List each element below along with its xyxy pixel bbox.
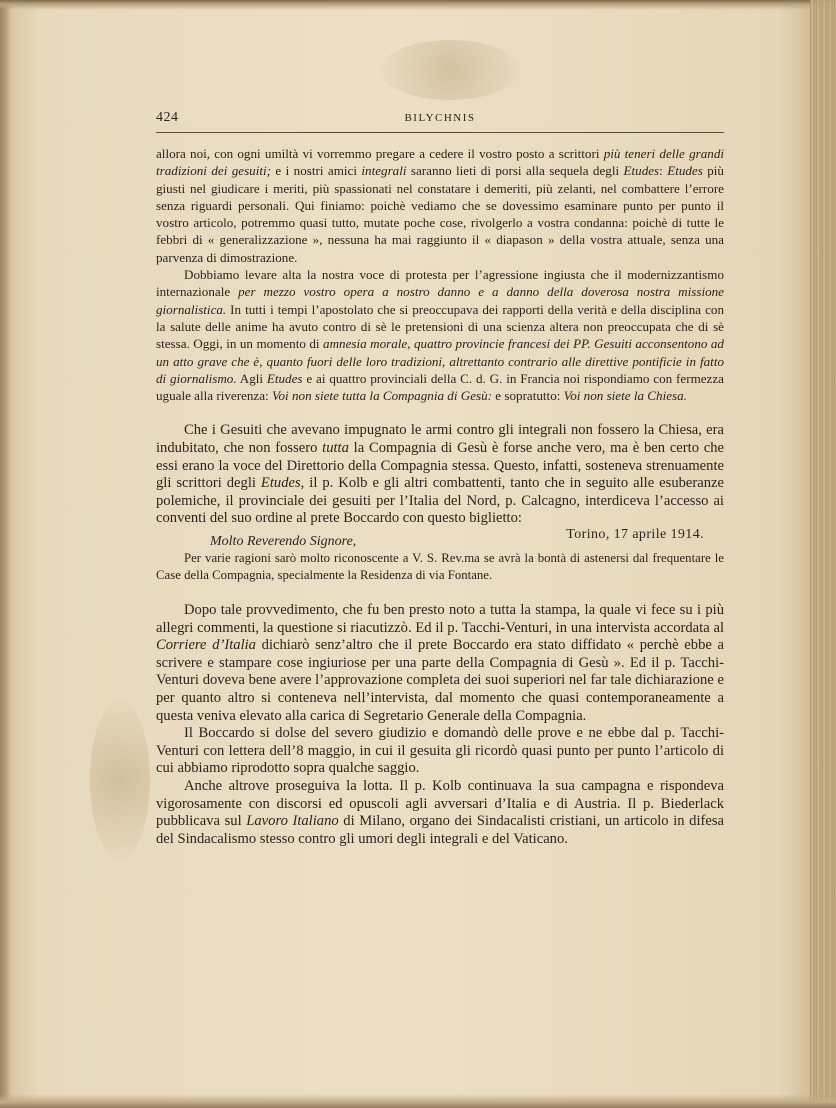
italic-text: integrali xyxy=(361,163,407,179)
text-run: la Compagnia di Gesù è forse anche vero, ma è ben certo che essi erano la voce del Direttorio della Compagnia stessa. Questo, infatti, sosteneva strenuamente gli scrittori degli xyxy=(156,440,724,492)
body-text xyxy=(156,145,724,848)
paragraph-6 xyxy=(156,778,724,848)
paragraph-4 xyxy=(156,602,724,725)
letter-heading xyxy=(156,527,724,550)
text-run: , il p. Kolb e gli altri combattenti, tanto che in seguito alle esuberanze polemiche, il provinciale dei gesuiti per l’Italia del Nord, p. Calcagno, interdiceva l’accesso ai conventi del suo ordine al prete Boccardo con questo biglietto: xyxy=(156,475,724,527)
paragraph-5 xyxy=(156,725,724,778)
text-run: Dopo tale provvedimento, che fu ben presto noto a tutta la stampa, la quale vi fece su i più allegri commenti, la questione si riacutizzò. Ed il p. Tacchi-Venturi, in una intervista accordata al xyxy=(156,602,724,636)
italic-text: Voi non siete la Chiesa. xyxy=(563,388,687,404)
page-header xyxy=(156,108,724,133)
text-run: e i nostri amici xyxy=(271,163,362,179)
page-number: 424 xyxy=(156,110,179,125)
paper-stain xyxy=(90,700,150,860)
italic-text: amnesia morale, quattro provincie francesi dei PP. Gesuiti acconsentono ad un atto grave che è, quanto fuori delle loro tradizioni, altrettanto contrario alle direttive pontificie in fatto di giornalismo. xyxy=(156,336,724,386)
italic-text: Etudes xyxy=(667,163,703,179)
letter-body: Per varie ragioni sarò molto riconoscente a V. S. Rev.ma se avrà la bontà di astenersi dal frequentare le Case della Compagnia, specialmente la Residenza di via Fontane. xyxy=(156,551,724,583)
page-stack-edge xyxy=(810,0,836,1108)
text-run: e sopratutto: xyxy=(492,388,564,404)
paragraph-2 xyxy=(156,266,724,404)
running-head: BILYCHNIS xyxy=(404,112,476,124)
paragraph-3 xyxy=(156,422,724,528)
italic-text: Voi non siete tutta la Compagnia di Gesù: xyxy=(271,388,493,404)
text-run: allora noi, con ogni umiltà vi vorremmo pregare a cedere il vostro posto a scrittori xyxy=(156,146,604,161)
text-run: Anche altrove proseguiva la lotta. Il p. Kolb continuava la sua campagna e rispondeva vigorosamente con discorsi ed opuscoli agli avversari d’Italia e di Austria. Il p. Biederlack pubblicava sul xyxy=(156,777,724,830)
text-run: : xyxy=(659,163,668,179)
text-run: più giusti nel giudicare i meriti, più spassionati nel constatare i demeriti, più zelanti, nel combattere l’errore senza riguardi personali. Qui finiamo: poichè vediamo che se dovessimo esaminare punto per punto il vostro articolo, potremmo quasi tutto, mutate poche cose, rivolgerlo a vostra condanna: poichè di tutte le febbri di « generalizzazione », nessuna ha mai raggiunto il « diapason » della vostra attuale, senza una parvenza di dimostrazione. xyxy=(156,163,724,265)
letter-date: Torino, 17 aprile 1914. xyxy=(566,527,704,543)
paragraph-1 xyxy=(156,145,724,266)
italic-text: Etudes xyxy=(266,370,303,386)
italic-text: Etudes xyxy=(260,475,301,492)
italic-text: Lavoro Italiano xyxy=(246,813,339,830)
text-run: dichiarò senz’altro che il prete Boccardo era stato diffidato « perchè ebbe a scrivere e stampare cose ingiuriose per una parte della Compagnia di Gesù ». Ed il p. Tacchi-Venturi doveva bene avere l’approvazione completa dei suoi superiori nel far tale dichiarazione e per quanto altro si conteneva nell’intervista, dal momento che quasi contemporaneamente a questa veniva elevato alla carica di Segretario Generale della Compagnia. xyxy=(156,637,724,724)
text-run: saranno lieti di porsi alla sequela degli xyxy=(406,163,624,179)
text-run: di Milano, organo dei Sindacalisti cristiani, un articolo in difesa del Sindacalismo stesso contro gli umori degli integrali e del Vaticano. xyxy=(156,813,724,847)
text-run: e ai quattro provinciali della C. d. G. in Francia noi rispondiamo con fermezza uguale alla riverenza: xyxy=(156,370,724,404)
text-run: Che i Gesuiti che avevano impugnato le armi contro gli integrali non fossero la Chiesa, era indubitato, che non fossero xyxy=(156,422,724,457)
page-content xyxy=(150,0,730,1108)
italic-text: Etudes xyxy=(623,163,660,179)
text-run: In tutti i tempi l’apostolato che si preoccupava dei rapporti della verità e della disciplina con la salute delle anime ha avuto contro di sè le pretensioni di una scienza altera non preoccupata che di sè stessa. Oggi, in un momento di xyxy=(156,301,724,352)
italic-text: Corriere d’Italia xyxy=(156,637,256,654)
text-run: Agli xyxy=(236,370,267,386)
italic-text: più teneri delle grandi tradizioni dei gesuiti; xyxy=(156,146,724,179)
letter-salutation: Molto Reverendo Signore, xyxy=(210,534,357,550)
text-run: Il Boccardo si dolse del severo giudizio e domandò delle prove e ne ebbe dal p. Tacchi-Venturi con lettera dell’8 maggio, in cui il gesuita gli ricordò quasi punto per punto l’articolo di cui abbiamo riprodotto sopra qualche saggio. xyxy=(156,725,724,777)
italic-text: per mezzo vostro opera a nostro danno e a danno della doverosa nostra missione giornalistica. xyxy=(156,284,724,317)
italic-text: tutta xyxy=(322,440,349,457)
text-run: Dobbiamo levare alta la nostra voce di protesta per l’agressione ingiusta che il modernizzantismo internazionale xyxy=(156,267,724,300)
binding-shadow xyxy=(0,0,10,1108)
